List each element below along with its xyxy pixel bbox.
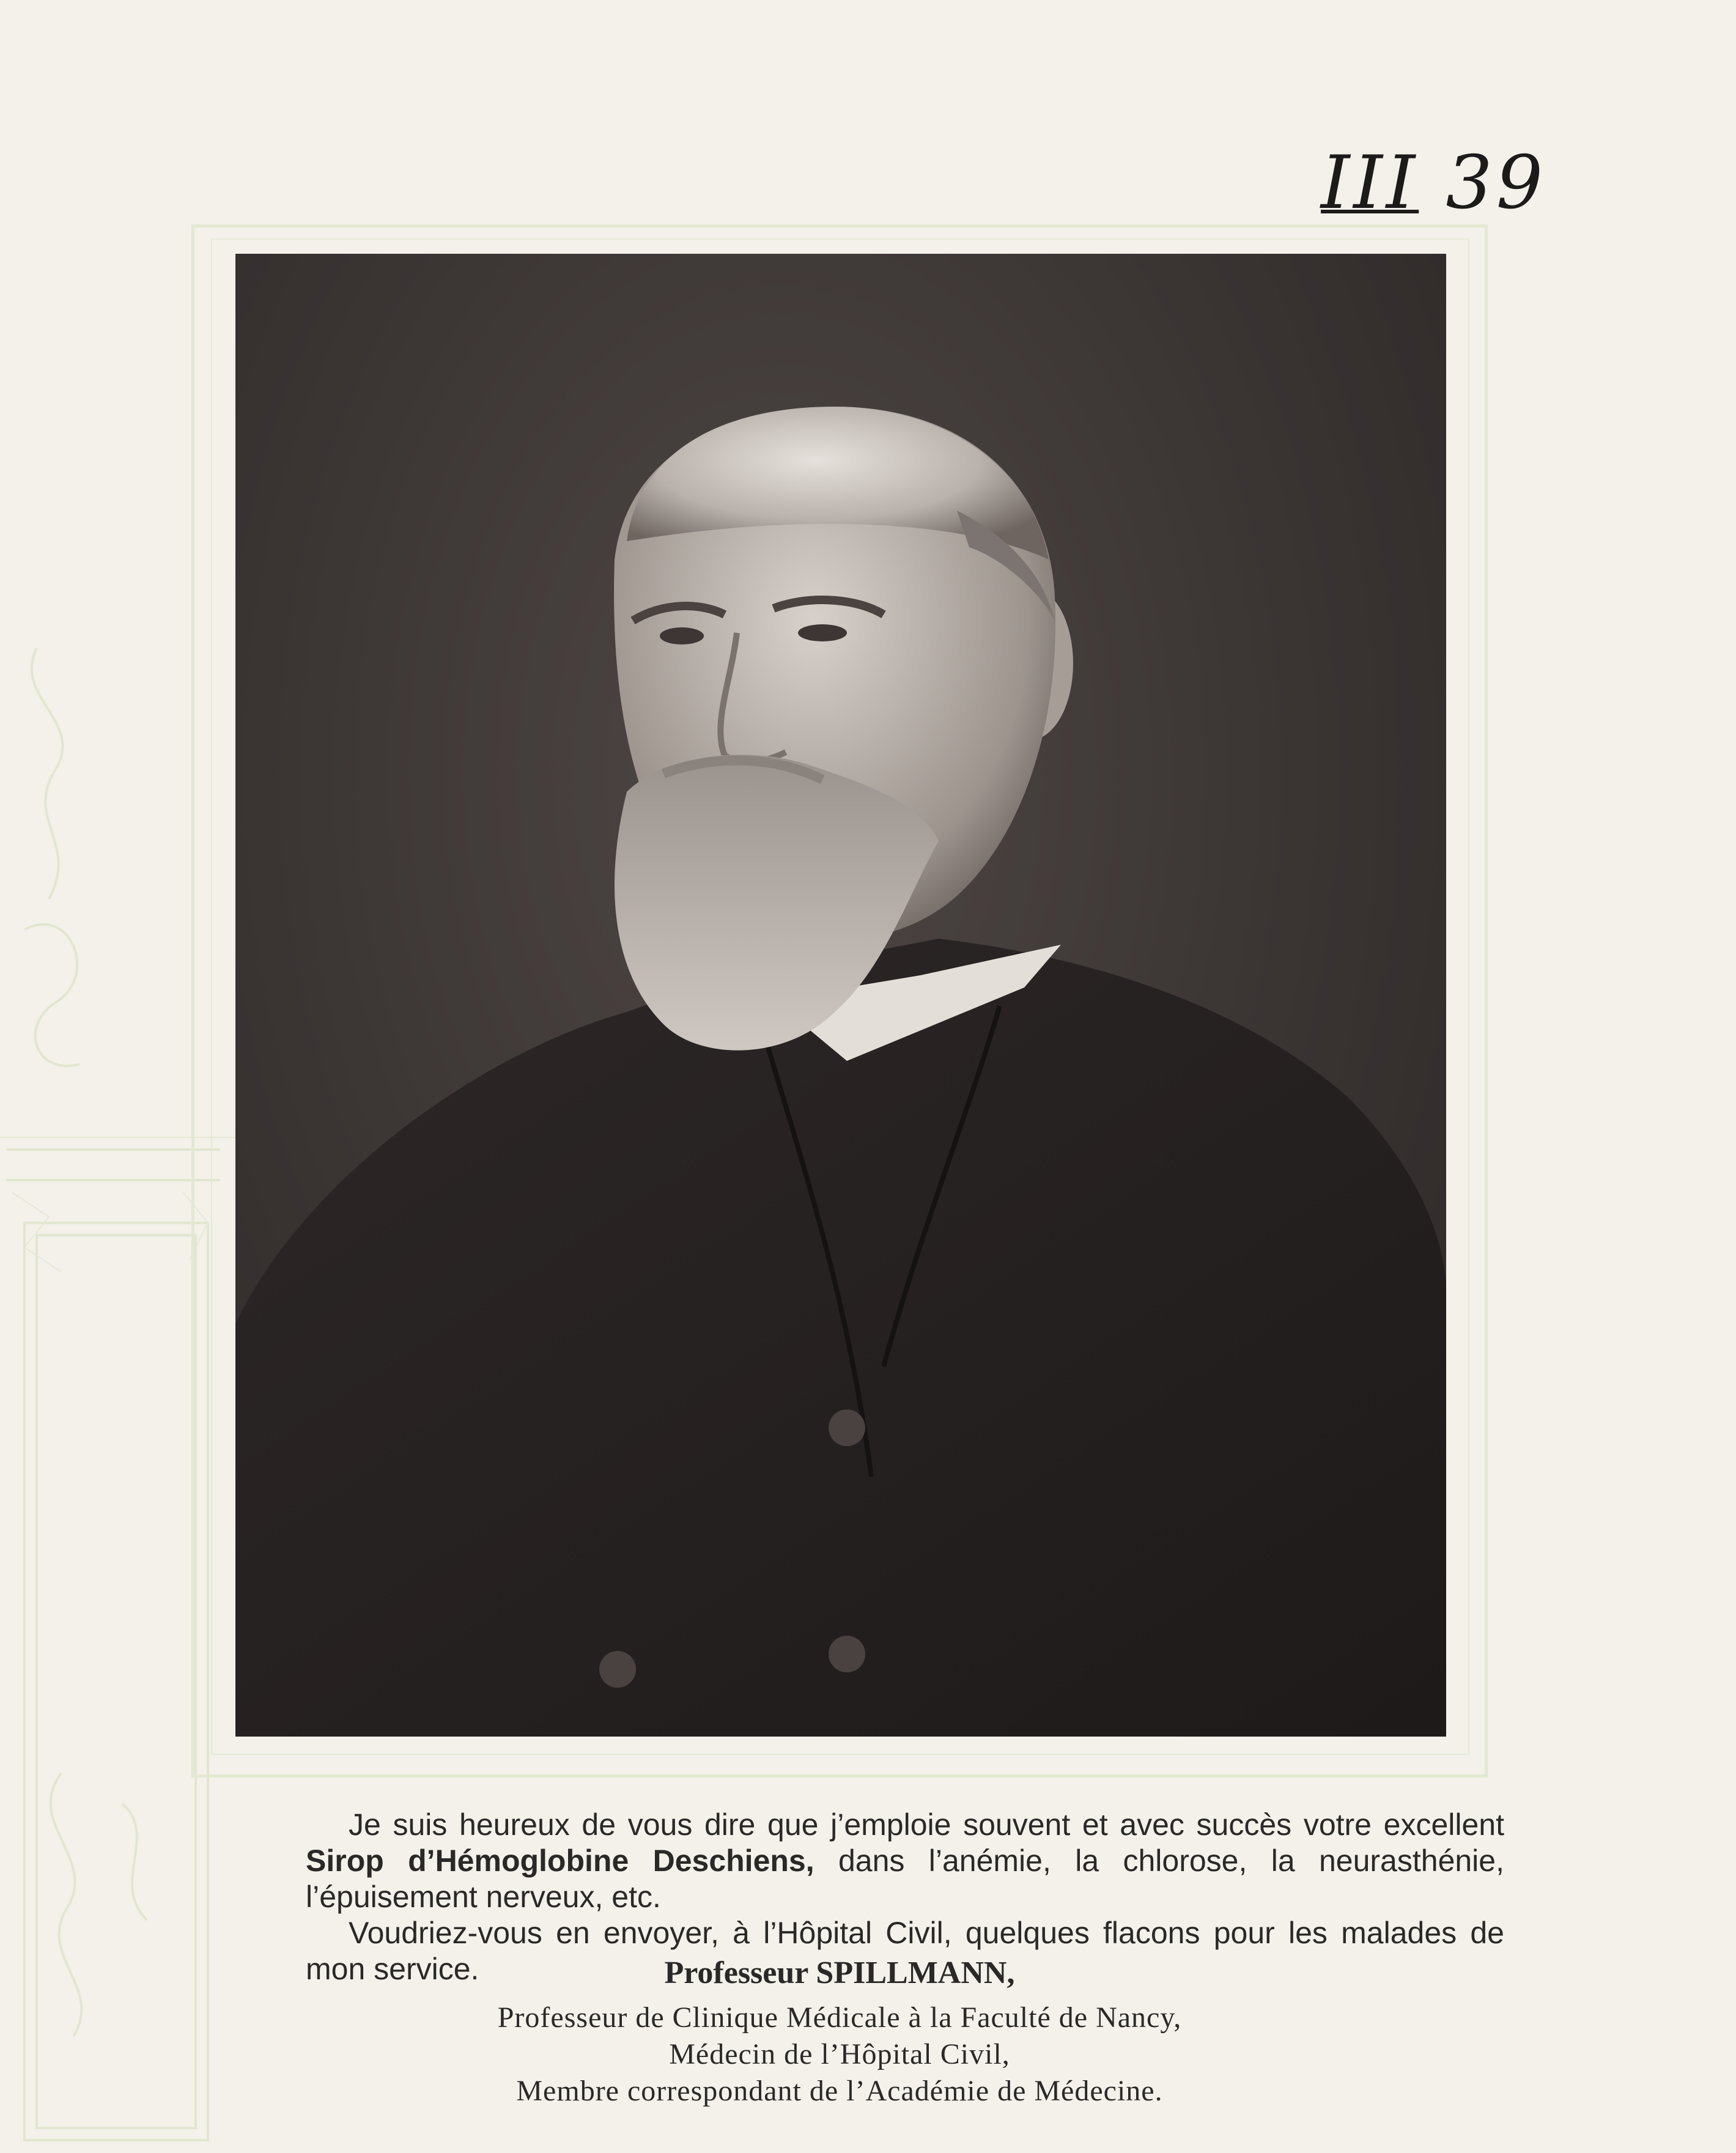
catalog-numeral: III: [1321, 141, 1419, 226]
signatory-title-1: Professeur de Clinique Médicale à la Faculté de Nancy,: [497, 2001, 1182, 2034]
signatory-title-3: Membre correspondant de l’Académie de Médecine.: [516, 2075, 1163, 2107]
testimonial-paragraph-2: Voudriez-vous en envoyer, à l’Hôpital Civil, quelques flacons pour les malades de mon service.: [306, 1916, 1504, 1986]
portrait-illustration: [235, 254, 1446, 1737]
testimonial-paragraph-1: [306, 1807, 1504, 1915]
signatory-title-2: Médecin de l’Hôpital Civil,: [669, 2038, 1010, 2070]
product-name: Sirop d’Hémoglobine Deschiens,: [306, 1844, 814, 1878]
portrait-photograph: [235, 254, 1446, 1737]
catalog-number: 39: [1446, 141, 1547, 226]
catalog-mark: [1321, 138, 1547, 229]
paragraph-1-after: dans l’anémie, la chlorose, la neurasthénie, l’épuisement nerveux, etc.: [306, 1844, 1504, 1914]
paragraph-1-before: Je suis heureux de vous dire que j’emploie souvent et avec succès votre excellent: [349, 1808, 1504, 1842]
signatory-name: Professeur SPILLMANN,: [664, 1955, 1015, 1990]
